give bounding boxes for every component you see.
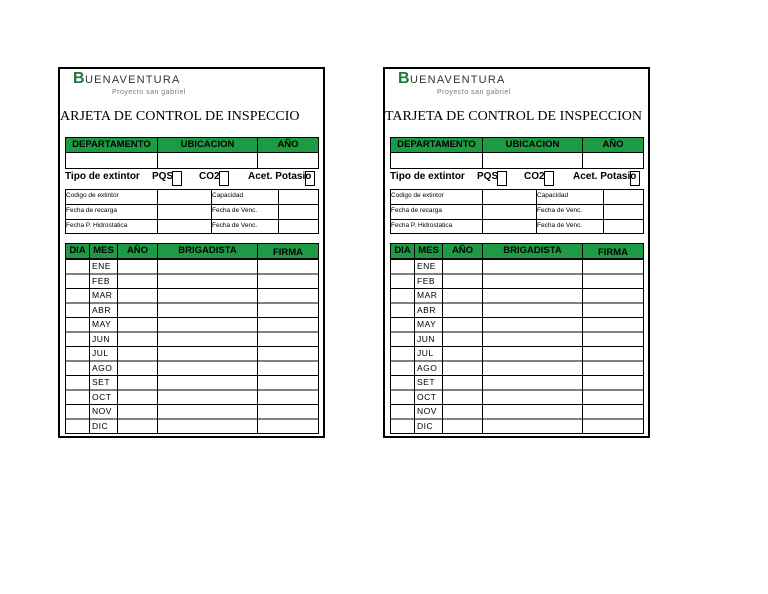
co2-label: CO2 — [524, 171, 545, 182]
pqs-label: PQS — [477, 171, 499, 182]
log-header-mes: MES — [89, 243, 118, 259]
fecha-hidrostatica-label: Fecha P. Hidrostatica — [391, 222, 453, 229]
month-cell: ENE — [417, 261, 436, 271]
card-title: TARJETA DE CONTROL DE INSPECCION — [385, 109, 643, 124]
month-cell: ABR — [417, 304, 436, 315]
log-header-brigadista: BRIGADISTA — [157, 243, 258, 259]
log-header-firma: FIRMA — [257, 243, 319, 259]
month-cell: SET — [417, 377, 436, 387]
month-cell: NOV — [92, 406, 112, 416]
fecha-venc-label: Fecha de Venc. — [537, 207, 583, 214]
fecha-recarga-label: Fecha de recarga — [66, 207, 117, 214]
month-cell: OCT — [417, 391, 437, 402]
acet-potasio-label: Acet. Potasio — [248, 171, 312, 182]
month-cell: NOV — [417, 406, 437, 416]
log-header-dia: DIA — [390, 243, 415, 259]
month-cell: MAY — [417, 319, 437, 329]
month-cell: JUL — [417, 348, 434, 358]
month-cell: ABR — [92, 304, 111, 315]
header-anio: AÑO — [257, 137, 319, 153]
log-header-dia: DIA — [65, 243, 90, 259]
month-cell: JUL — [92, 348, 109, 358]
month-cell: ENE — [92, 261, 111, 271]
month-cell: AGO — [417, 362, 438, 373]
header-ubicacion: UBICACION — [157, 137, 258, 153]
month-cell: JUN — [92, 333, 111, 344]
log-header-brigadista: BRIGADISTA — [482, 243, 583, 259]
tipo-extintor-label: Tipo de extintor — [65, 171, 140, 182]
log-header-firma: FIRMA — [582, 243, 644, 259]
acet-potasio-label: Acet. Potasio — [573, 171, 637, 182]
inspection-card — [58, 67, 325, 438]
month-cell: MAR — [417, 290, 438, 300]
month-cell: JUN — [417, 333, 436, 344]
logo-text: UENAVENTURA — [410, 74, 506, 86]
capacidad-label: Capacidad — [537, 192, 569, 199]
logo-letter: B — [73, 70, 85, 87]
logo-letter: B — [398, 70, 410, 87]
codigo-extintor-label: Codigo de extintor — [391, 192, 444, 199]
fecha-venc-label: Fecha de Venc. — [212, 207, 258, 214]
header-ubicacion: UBICACION — [482, 137, 583, 153]
project-name: Proyecto san gabriel — [437, 89, 511, 96]
header-anio: AÑO — [582, 137, 644, 153]
log-header-anio: AÑO — [117, 243, 158, 259]
log-header-anio: AÑO — [442, 243, 483, 259]
fecha-recarga-label: Fecha de recarga — [391, 207, 442, 214]
card-title: ARJETA DE CONTROL DE INSPECCIO — [60, 109, 300, 124]
inspection-card — [383, 67, 650, 438]
pqs-label: PQS — [152, 171, 174, 182]
month-cell: FEB — [92, 275, 111, 286]
month-cell: DIC — [417, 420, 434, 431]
project-name: Proyecto san gabriel — [112, 89, 186, 96]
codigo-extintor-label: Codigo de extintor — [66, 192, 119, 199]
month-cell: FEB — [417, 275, 436, 286]
fecha-hidrostatica-label: Fecha P. Hidrostatica — [66, 222, 128, 229]
fecha-venc-label: Fecha de Venc. — [212, 222, 258, 229]
logo-text: UENAVENTURA — [85, 74, 181, 86]
month-cell: MAR — [92, 290, 113, 300]
header-departamento: DEPARTAMENTO — [65, 137, 158, 153]
month-cell: MAY — [92, 319, 112, 329]
log-header-mes: MES — [414, 243, 443, 259]
month-cell: DIC — [92, 420, 109, 431]
header-departamento: DEPARTAMENTO — [390, 137, 483, 153]
fecha-venc-label: Fecha de Venc. — [537, 222, 583, 229]
month-cell: SET — [92, 377, 111, 387]
capacidad-label: Capacidad — [212, 192, 244, 199]
tipo-extintor-label: Tipo de extintor — [390, 171, 465, 182]
co2-label: CO2 — [199, 171, 220, 182]
month-cell: OCT — [92, 391, 112, 402]
month-cell: AGO — [92, 362, 113, 373]
